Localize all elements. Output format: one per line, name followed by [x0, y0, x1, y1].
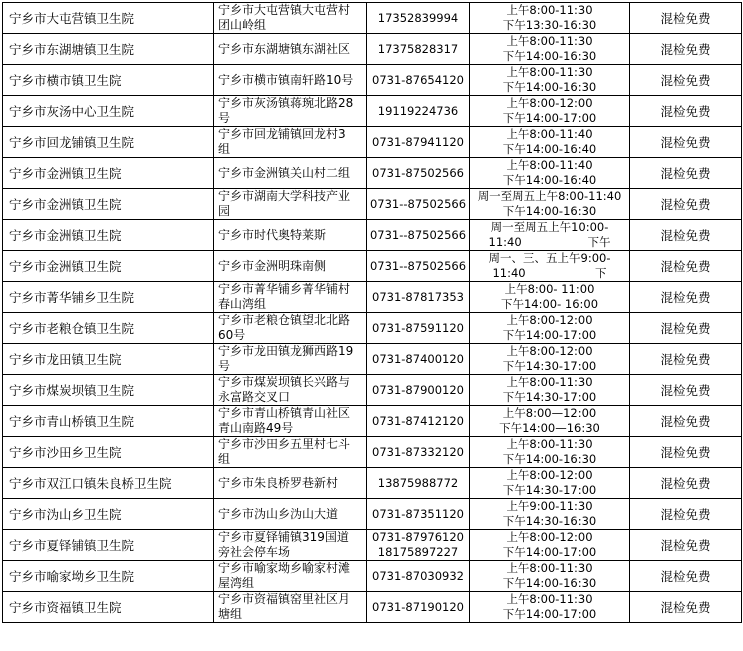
address-cell: [214, 127, 367, 158]
address-cell: [214, 344, 367, 375]
address-line: 宁乡市横市镇南轩路10号: [218, 72, 354, 87]
fee-cell: 混检免费: [630, 3, 742, 34]
phone-cell: [367, 65, 470, 96]
hours-cell: [470, 468, 630, 499]
table-row: [3, 251, 742, 282]
hours-cell: [470, 344, 630, 375]
address-line: 宁乡市朱良桥罗巷新村: [218, 475, 339, 490]
hours-line: 11:40 下午: [488, 235, 611, 249]
hours-cell: [470, 437, 630, 468]
address-line: 宁乡市喻家坳乡喻家村滩: [218, 561, 351, 575]
address-line: 永富路交叉口: [218, 390, 291, 404]
address-line: 宁乡市湖南大学科技产业: [218, 189, 351, 203]
phone-number: 18175897227: [377, 545, 459, 559]
phone-cell: [367, 127, 470, 158]
table-row: [3, 499, 742, 530]
address-line: 宁乡市时代奥特莱斯: [218, 227, 327, 242]
phone-number: 19119224736: [377, 103, 459, 118]
fee-cell: 混检免费: [630, 561, 742, 592]
hours-line: 下午14:00—16:30: [499, 421, 600, 435]
phone-cell: [367, 3, 470, 34]
phone-number: 0731-87817353: [372, 289, 464, 304]
hours-line: 下午14:00- 16:00: [500, 297, 599, 311]
table-row: [3, 158, 742, 189]
phone-cell: [367, 561, 470, 592]
address-line: 60号: [218, 328, 246, 342]
hours-cell: [470, 189, 630, 220]
hours-cell: [470, 499, 630, 530]
phone-number: 17375828317: [377, 41, 459, 56]
phone-cell: [367, 220, 470, 251]
address-cell: [214, 3, 367, 34]
address-line: 宁乡市资福镇窑里社区月: [218, 592, 351, 606]
hours-line: 下午14:00-16:30: [502, 452, 597, 466]
hours-line: 上午8:00-11:30: [506, 34, 593, 48]
table-row: [3, 468, 742, 499]
hours-line: 下午14:30-17:00: [502, 359, 597, 373]
address-line: 号: [218, 359, 231, 373]
phone-number: 0731-87400120: [372, 351, 464, 366]
testing-sites-table: [2, 2, 742, 623]
address-line: 宁乡市沩山乡沩山大道: [218, 506, 339, 521]
address-cell: [214, 375, 367, 406]
fee-cell: 混检免费: [630, 406, 742, 437]
phone-cell: [367, 189, 470, 220]
hours-line: 11:40 下: [492, 266, 607, 280]
fee-cell: 混检免费: [630, 127, 742, 158]
hours-line: 上午8:00-11:30: [506, 3, 593, 17]
address-line: 春山湾组: [218, 297, 267, 311]
hours-line: 上午8:00-12:00: [506, 468, 593, 482]
address-cell: [214, 251, 367, 282]
hours-cell: [470, 561, 630, 592]
phone-cell: [367, 437, 470, 468]
hours-line: 上午8:00-11:30: [506, 561, 593, 575]
phone-cell: [367, 468, 470, 499]
table-row: [3, 592, 742, 623]
phone-cell: [367, 96, 470, 127]
table-row: [3, 96, 742, 127]
fee-cell: 混检免费: [630, 189, 742, 220]
hours-line: 上午8:00-12:00: [506, 344, 593, 358]
fee-cell: 混检免费: [630, 530, 742, 561]
hours-line: 上午8:00- 11:00: [504, 282, 595, 296]
hospital-name-cell: 宁乡市菁华铺乡卫生院: [3, 282, 214, 313]
address-line: 旁社会停车场: [218, 545, 291, 559]
phone-cell: [367, 530, 470, 561]
hours-cell: [470, 34, 630, 65]
address-cell: [214, 158, 367, 189]
address-line: 宁乡市大屯营镇大屯营村: [218, 3, 351, 17]
hospital-name-cell: 宁乡市资福镇卫生院: [3, 592, 214, 623]
table-row: [3, 530, 742, 561]
hours-cell: [470, 96, 630, 127]
hours-line: 下午14:30-17:00: [502, 390, 597, 404]
address-cell: [214, 406, 367, 437]
address-line: 宁乡市灰汤镇蒋琬北路28: [218, 96, 354, 110]
hours-cell: [470, 282, 630, 313]
phone-number: 0731-87502566: [372, 165, 464, 180]
hours-line: 上午8:00-11:30: [506, 375, 593, 389]
address-line: 塘组: [218, 607, 243, 621]
phone-number: 0731-87900120: [372, 382, 464, 397]
hospital-name-cell: 宁乡市沩山乡卫生院: [3, 499, 214, 530]
table-row: [3, 561, 742, 592]
table-row: [3, 220, 742, 251]
address-line: 宁乡市夏铎铺镇319国道: [218, 530, 349, 544]
hospital-name-cell: 宁乡市金洲镇卫生院: [3, 220, 214, 251]
table-row: [3, 65, 742, 96]
phone-number: 13875988772: [377, 475, 459, 490]
address-line: 屋湾组: [218, 576, 255, 590]
hospital-name-cell: 宁乡市双江口镇朱良桥卫生院: [3, 468, 214, 499]
fee-cell: 混检免费: [630, 592, 742, 623]
phone-number: 0731-87190120: [372, 599, 464, 614]
phone-number: 0731-87412120: [372, 413, 464, 428]
hours-line: 下午14:00-17:00: [502, 545, 597, 559]
hours-cell: [470, 220, 630, 251]
phone-cell: [367, 375, 470, 406]
fee-cell: 混检免费: [630, 468, 742, 499]
address-cell: [214, 34, 367, 65]
phone-cell: [367, 499, 470, 530]
table-row: [3, 344, 742, 375]
hours-line: 上午8:00—12:00: [502, 406, 597, 420]
phone-number: 0731-87976120: [372, 530, 464, 544]
table-row: [3, 34, 742, 65]
hours-line: 上午8:00-11:40: [506, 158, 593, 172]
table-row: [3, 406, 742, 437]
table-body: [3, 3, 742, 623]
phone-cell: [367, 251, 470, 282]
hospital-name-cell: 宁乡市夏铎铺镇卫生院: [3, 530, 214, 561]
hours-cell: [470, 592, 630, 623]
hospital-name-cell: 宁乡市青山桥镇卫生院: [3, 406, 214, 437]
address-cell: [214, 282, 367, 313]
fee-cell: 混检免费: [630, 313, 742, 344]
table-row: [3, 437, 742, 468]
fee-cell: 混检免费: [630, 158, 742, 189]
hours-line: 下午14:30-16:30: [502, 514, 597, 528]
phone-number: 0731-87351120: [372, 506, 464, 521]
hours-line: 下午14:00-16:40: [502, 173, 597, 187]
table-row: [3, 282, 742, 313]
fee-cell: 混检免费: [630, 251, 742, 282]
address-line: 宁乡市金洲明珠南侧: [218, 258, 327, 273]
address-line: 园: [218, 204, 231, 218]
address-line: 团山岭组: [218, 18, 267, 32]
fee-cell: 混检免费: [630, 375, 742, 406]
hours-line: 周一至周五上午8:00-11:40: [477, 189, 622, 203]
fee-cell: 混检免费: [630, 65, 742, 96]
hours-line: 下午14:00-16:30: [502, 49, 597, 63]
phone-cell: [367, 592, 470, 623]
hours-line: 上午8:00-11:40: [506, 127, 593, 141]
fee-cell: 混检免费: [630, 344, 742, 375]
address-cell: [214, 561, 367, 592]
hospital-name-cell: 宁乡市煤炭坝镇卫生院: [3, 375, 214, 406]
address-line: 宁乡市沙田乡五里村七斗: [218, 437, 351, 451]
address-line: 宁乡市回龙铺镇回龙村3: [218, 127, 346, 141]
address-line: 组: [218, 142, 231, 156]
address-line: 宁乡市龙田镇龙狮西路19: [218, 344, 354, 358]
hours-line: 上午8:00-11:30: [506, 437, 593, 451]
table-row: [3, 3, 742, 34]
phone-number: 0731--87502566: [369, 227, 467, 242]
phone-number: 0731-87332120: [372, 444, 464, 459]
hospital-name-cell: 宁乡市大屯营镇卫生院: [3, 3, 214, 34]
hospital-name-cell: 宁乡市龙田镇卫生院: [3, 344, 214, 375]
hours-line: 下午14:00-17:00: [502, 111, 597, 125]
phone-number: 0731-87030932: [372, 568, 464, 583]
fee-cell: 混检免费: [630, 437, 742, 468]
hours-line: 上午9:00-11:30: [506, 499, 593, 513]
address-cell: [214, 592, 367, 623]
hours-line: 下午14:30-17:00: [502, 483, 597, 497]
phone-number: 0731--87502566: [369, 196, 467, 211]
address-line: 宁乡市金洲镇关山村二组: [218, 165, 351, 180]
phone-cell: [367, 406, 470, 437]
table-row: [3, 313, 742, 344]
table-row: [3, 189, 742, 220]
table-row: [3, 127, 742, 158]
address-line: 宁乡市煤炭坝镇长兴路与: [218, 375, 351, 389]
address-cell: [214, 189, 367, 220]
phone-cell: [367, 34, 470, 65]
table-row: [3, 375, 742, 406]
hours-cell: [470, 251, 630, 282]
hospital-name-cell: 宁乡市金洲镇卫生院: [3, 251, 214, 282]
hospital-name-cell: 宁乡市灰汤中心卫生院: [3, 96, 214, 127]
hours-line: 下午14:00-17:00: [502, 328, 597, 342]
phone-cell: [367, 282, 470, 313]
hours-line: 下午14:00-16:30: [502, 576, 597, 590]
hospital-name-cell: 宁乡市横市镇卫生院: [3, 65, 214, 96]
address-cell: [214, 65, 367, 96]
hours-cell: [470, 406, 630, 437]
address-cell: [214, 313, 367, 344]
fee-cell: 混检免费: [630, 220, 742, 251]
address-line: 组: [218, 452, 231, 466]
hours-cell: [470, 375, 630, 406]
address-cell: [214, 499, 367, 530]
hours-cell: [470, 3, 630, 34]
hours-line: 下午14:00-17:00: [502, 607, 597, 621]
hours-line: 下午14:00-16:30: [502, 204, 597, 218]
address-line: 宁乡市东湖塘镇东湖社区: [218, 41, 351, 56]
hours-line: 周一、三、五上午9:00-: [488, 251, 611, 265]
hours-line: 上午8:00-12:00: [506, 313, 593, 327]
phone-cell: [367, 158, 470, 189]
address-line: 宁乡市老粮仓镇望北北路: [218, 313, 351, 327]
address-cell: [214, 530, 367, 561]
phone-cell: [367, 313, 470, 344]
hours-line: 下午13:30-16:30: [502, 18, 597, 32]
fee-cell: 混检免费: [630, 499, 742, 530]
hours-cell: [470, 313, 630, 344]
address-line: 青山南路49号: [218, 421, 294, 435]
phone-number: 0731-87941120: [372, 134, 464, 149]
hours-line: 上午8:00-12:00: [506, 96, 593, 110]
hospital-name-cell: 宁乡市回龙铺镇卫生院: [3, 127, 214, 158]
phone-number: 0731--87502566: [369, 258, 467, 273]
hospital-name-cell: 宁乡市金洲镇卫生院: [3, 158, 214, 189]
hours-line: 上午8:00-12:00: [506, 530, 593, 544]
address-line: 号: [218, 111, 231, 125]
hours-line: 下午14:00-16:40: [502, 142, 597, 156]
hospital-name-cell: 宁乡市沙田乡卫生院: [3, 437, 214, 468]
fee-cell: 混检免费: [630, 34, 742, 65]
phone-cell: [367, 344, 470, 375]
address-cell: [214, 220, 367, 251]
hours-cell: [470, 127, 630, 158]
fee-cell: 混检免费: [630, 96, 742, 127]
hospital-name-cell: 宁乡市金洲镇卫生院: [3, 189, 214, 220]
fee-cell: 混检免费: [630, 282, 742, 313]
address-cell: [214, 468, 367, 499]
hours-line: 周一至周五上午10:00-: [490, 220, 609, 234]
hours-line: 上午8:00-11:30: [506, 592, 593, 606]
hours-cell: [470, 65, 630, 96]
hospital-name-cell: 宁乡市喻家坳乡卫生院: [3, 561, 214, 592]
phone-number: 0731-87654120: [372, 72, 464, 87]
hours-cell: [470, 158, 630, 189]
phone-number: 0731-87591120: [372, 320, 464, 335]
hospital-name-cell: 宁乡市老粮仓镇卫生院: [3, 313, 214, 344]
phone-number: 17352839994: [377, 10, 459, 25]
address-line: 宁乡市菁华铺乡菁华铺村: [218, 282, 351, 296]
hospital-name-cell: 宁乡市东湖塘镇卫生院: [3, 34, 214, 65]
hours-line: 上午8:00-11:30: [506, 65, 593, 79]
address-line: 宁乡市青山桥镇青山社区: [218, 406, 351, 420]
hours-line: 下午14:00-16:30: [502, 80, 597, 94]
address-cell: [214, 437, 367, 468]
hours-cell: [470, 530, 630, 561]
address-cell: [214, 96, 367, 127]
